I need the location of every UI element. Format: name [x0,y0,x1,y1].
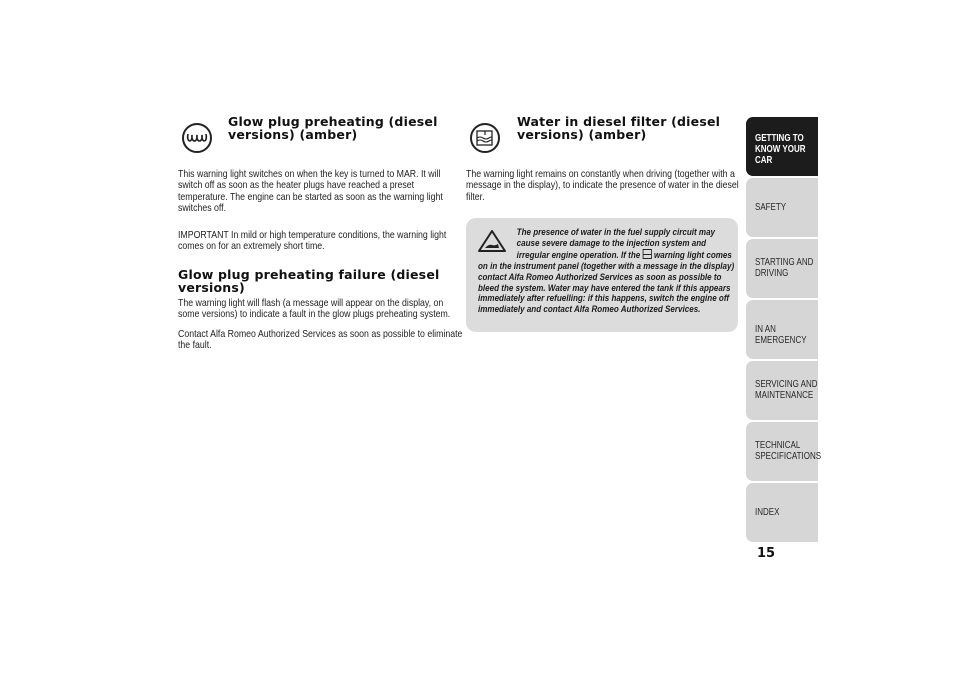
tab-label: SERVICING AND MAINTENANCE [755,379,818,401]
tab-label: SAFETY [755,202,787,213]
tab-label: TECHNICAL SPECIFICATIONS [755,440,822,462]
tab-servicing-and-maintenance[interactable] [746,361,818,420]
tab-safety[interactable] [746,178,818,237]
paragraph-glow-plug-1: This warning light switches on when the key is turned to MAR. It will switch off as soon as the heater plugs have reached a preset temperature. The engine can be started as soon as the warning light switches off. [178,169,443,215]
warning-text [478,228,735,316]
section-title-water-in-filter: Water in diesel filter (diesel versions) (amber) [517,114,721,142]
section-title-glow-plug-preheating: Glow plug preheating (diesel versions) (amber) [228,114,438,142]
paragraph-failure-2: Contact Alfa Romeo Authorized Services as soon as possible to eliminate the fault. [178,329,463,352]
tab-index[interactable] [746,483,818,542]
tab-label: GETTING TO KNOW YOUR CAR [755,133,806,166]
tab-in-an-emergency[interactable] [746,300,818,359]
warning-text-part1: The presence of water in the fuel supply circuit may cause severe damage to the injection system and irregular engine operation. If the [516,227,716,262]
water-in-fuel-inline-icon-wave [643,254,651,255]
tab-technical-specifications[interactable] [746,422,822,481]
section-title-glow-plug-failure: Glow plug preheating failure (diesel versions) [178,267,440,295]
tab-label: STARTING AND DRIVING [755,257,814,279]
paragraph-failure-1: The warning light will flash (a message will appear on the display, on some versions) to indicate a fault in the glow plugs preheating system. [178,298,451,321]
warning-text-indent [478,228,517,260]
tab-label: INDEX [755,507,780,518]
water-in-fuel-icon [470,123,500,153]
paragraph-water-in-filter: The warning light remains on constantly when driving (together with a message in the display), to indicate the presence of water in the diesel filter. [466,169,739,203]
warning-text-part2: warning light comes on in the instrument panel (together with a message in the display) contact Alfa Romeo Authorized Services as soon as possible to bleed the system. Water may have entered the tank if this appears immediately after refuelling: if this happens, switch the engine off immediately and contact Alfa Romeo Authorized Services. [478,250,735,315]
tab-label: IN AN EMERGENCY [755,324,807,346]
tab-getting-to-know-your-car[interactable] [746,117,818,176]
glow-plug-icon [182,123,212,153]
water-in-fuel-inline-icon [642,249,651,259]
page-number: 15 [757,546,776,561]
paragraph-glow-plug-2: IMPORTANT In mild or high temperature conditions, the warning light comes on for an extremely short time. [178,230,447,253]
tab-starting-and-driving[interactable] [746,239,818,298]
